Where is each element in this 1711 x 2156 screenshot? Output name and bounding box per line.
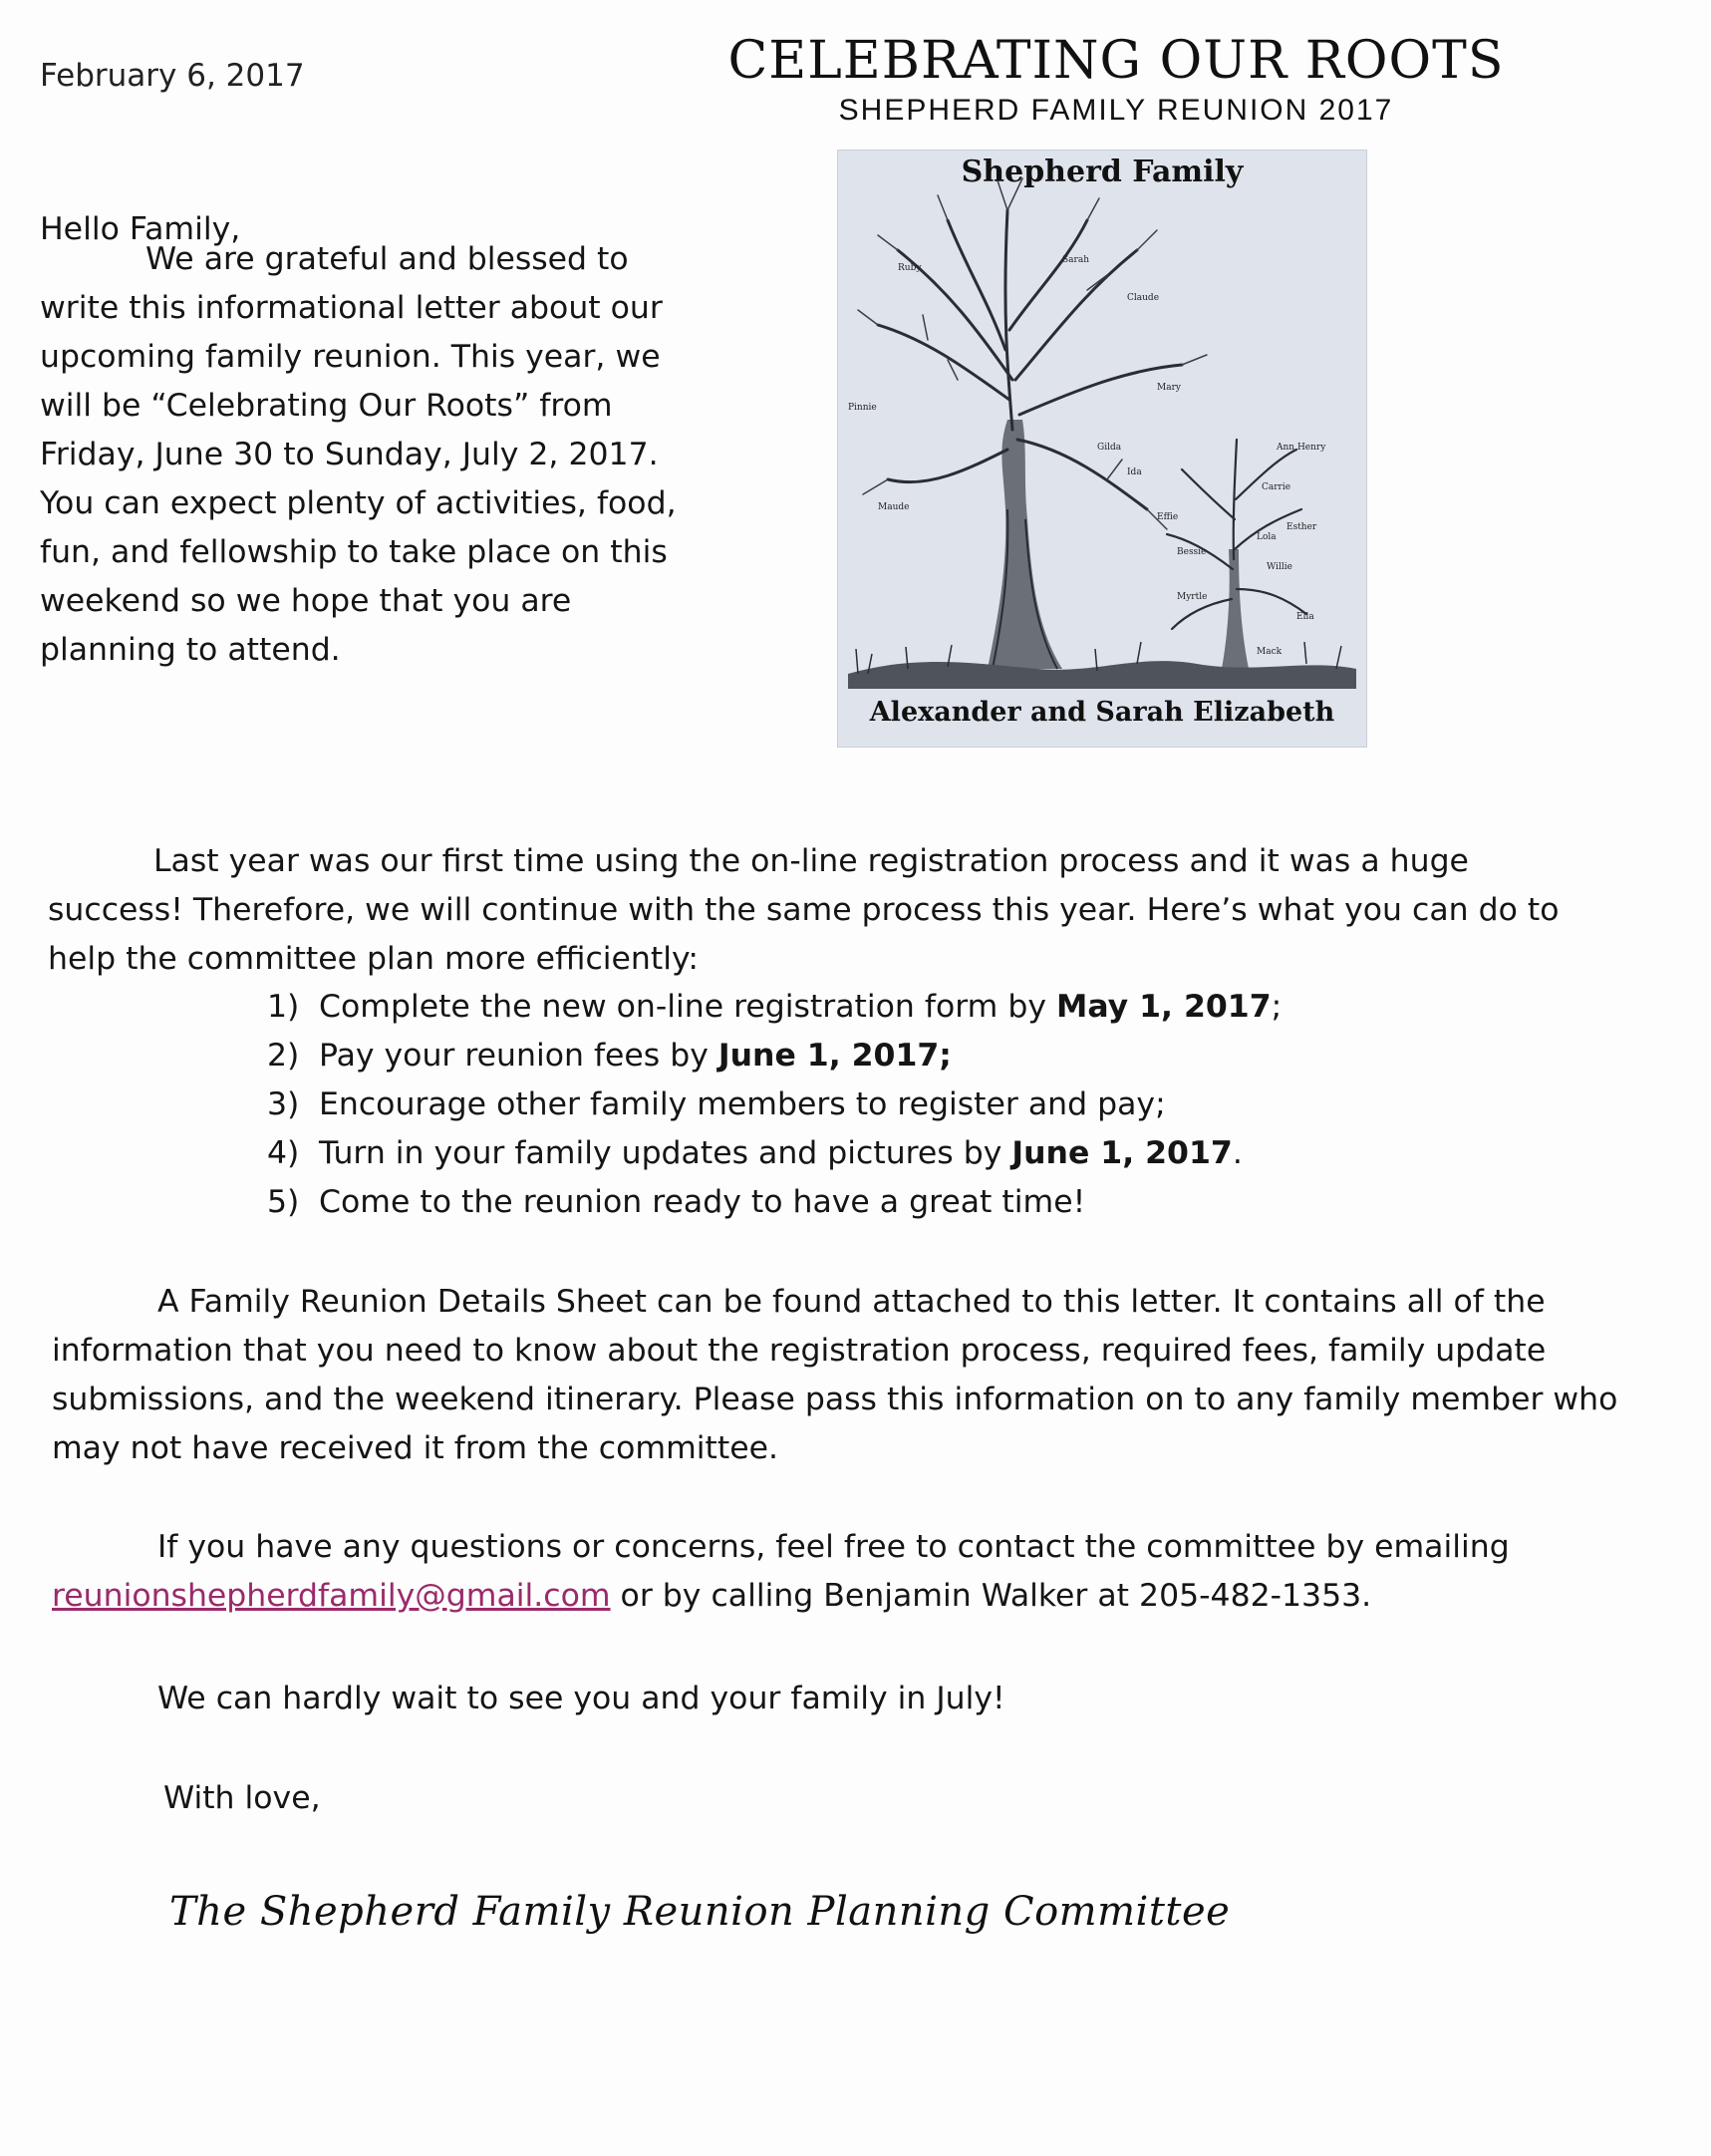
list-text: Encourage other family members to register and pay; (319, 1086, 1166, 1122)
list-text: Come to the reunion ready to have a great time! (319, 1184, 1086, 1220)
heading-subtitle: SHEPHERD FAMILY REUNION 2017 (838, 94, 1394, 127)
svg-text:Claude: Claude (1127, 293, 1160, 303)
paragraph-contact-phone: or by calling Benjamin Walker at 205-482-1353. (610, 1578, 1372, 1614)
action-list (267, 983, 1282, 1227)
list-after: ; (1271, 989, 1283, 1025)
svg-text:Carrie: Carrie (1262, 482, 1291, 492)
list-deadline: June 1, 2017 (1011, 1135, 1233, 1171)
paragraph-registration (48, 837, 1602, 984)
list-item (267, 1178, 1282, 1227)
paragraph-closing (52, 1675, 1626, 1723)
svg-text:Ida: Ida (1127, 467, 1142, 477)
list-text: Pay your reunion fees by (319, 1038, 718, 1074)
list-number: 2) (267, 1038, 300, 1074)
paragraph-registration-text: Last year was our first time using the on-line registration process and it was a huge success! Therefore, we will continue with the same process this year. Here’s what you can do to help the committee plan more efficiently: (48, 843, 1560, 977)
paragraph-details (52, 1278, 1626, 1473)
list-number: 5) (267, 1184, 300, 1220)
family-tree-image (837, 150, 1367, 748)
paragraph-intro-text: We are grateful and blessed to write this informational letter about our upcoming family reunion. This year, we will be “Celebrating Our Roots” from Friday, June 30 to Sunday, July 2, 2017. You can expect plenty of activities, food, fun, and fellowship to take place on this weekend so we hope that you are planning to attend. (40, 241, 677, 668)
paragraph-contact-text: If you have any questions or concerns, feel free to contact the committee by emailing (157, 1529, 1510, 1565)
svg-text:Mack: Mack (1257, 647, 1283, 657)
email-link[interactable]: reunionshepherdfamily@gmail.com (52, 1578, 611, 1614)
list-number: 1) (267, 989, 300, 1025)
paragraph-details-text: A Family Reunion Details Sheet can be found attached to this letter. It contains all of the information that you need to know about the registration process, required fees, family update submissions, and the weekend itinerary. Please pass this information on to any family member who may not have received it from the committee. (52, 1284, 1618, 1466)
svg-text:Myrtle: Myrtle (1177, 592, 1208, 602)
list-number: 4) (267, 1135, 300, 1171)
greeting: Hello Family, (40, 211, 241, 247)
tree-illustration (838, 151, 1366, 747)
svg-text:Lola: Lola (1257, 532, 1277, 542)
list-item (267, 1080, 1282, 1129)
closing-salutation: With love, (163, 1780, 321, 1816)
paragraph-contact (52, 1523, 1626, 1621)
svg-text:Effie: Effie (1157, 512, 1179, 522)
svg-text:Maude: Maude (878, 502, 910, 512)
heading-title: CELEBRATING OUR ROOTS (727, 31, 1505, 91)
svg-text:Ella: Ella (1296, 612, 1314, 622)
letter-heading (698, 30, 1535, 128)
svg-text:Bessie: Bessie (1177, 547, 1207, 557)
svg-text:Gilda: Gilda (1097, 443, 1122, 453)
svg-text:Willie: Willie (1267, 562, 1292, 572)
list-item (267, 1129, 1282, 1178)
tree-title: Shepherd Family (961, 154, 1244, 189)
list-text: Turn in your family updates and pictures by (319, 1135, 1012, 1171)
signature: The Shepherd Family Reunion Planning Committee (169, 1889, 1231, 1935)
list-text: Complete the new on-line registration form by (319, 989, 1056, 1025)
paragraph-closing-text: We can hardly wait to see you and your family in July! (157, 1681, 1005, 1716)
paragraph-intro (40, 235, 678, 675)
svg-text:Pinnie: Pinnie (848, 403, 877, 413)
svg-text:Mary: Mary (1157, 383, 1181, 393)
list-deadline: June 1, 2017; (717, 1038, 952, 1074)
letter-date: February 6, 2017 (40, 58, 305, 94)
svg-text:Ruby: Ruby (898, 263, 922, 273)
list-item (267, 1032, 1282, 1080)
list-after: . (1232, 1135, 1243, 1171)
list-number: 3) (267, 1086, 300, 1122)
svg-text:Ann Henry: Ann Henry (1277, 443, 1326, 453)
tree-caption: Alexander and Sarah Elizabeth (869, 697, 1335, 728)
list-item (267, 983, 1282, 1032)
list-deadline: May 1, 2017 (1055, 989, 1272, 1025)
svg-text:Esther: Esther (1286, 522, 1317, 532)
svg-text:Sarah: Sarah (1062, 255, 1089, 265)
